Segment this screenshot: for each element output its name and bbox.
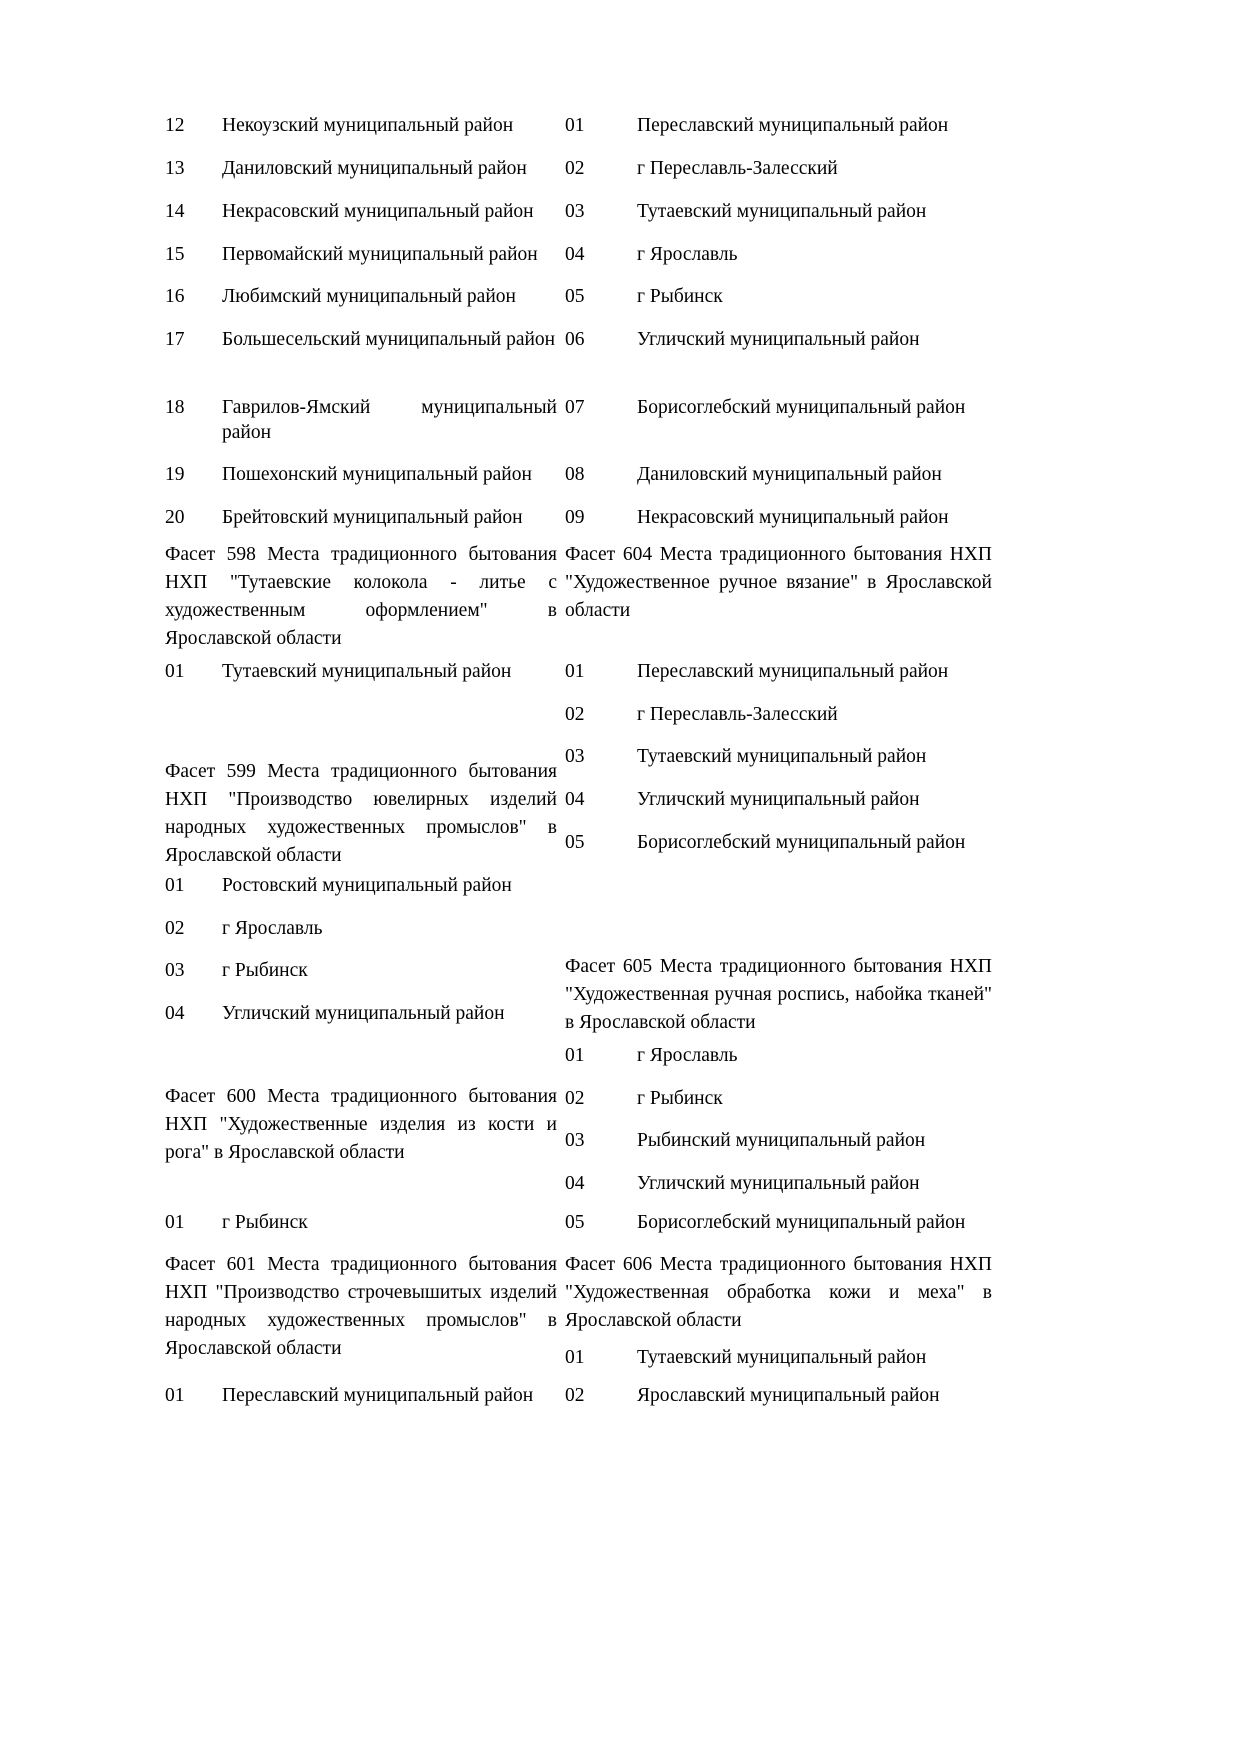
list-item [165,1383,557,1408]
item-code: 04 [565,789,585,810]
item-name: Любимский муниципальный район [222,286,516,307]
item-code: 01 [565,115,585,136]
item-code: 08 [565,464,585,485]
item-name: Тутаевский муниципальный район [637,1347,927,1368]
item-name: г Рыбинск [222,1212,308,1233]
item-name: Даниловский муниципальный район [637,464,942,485]
list-item [165,873,557,898]
item-name: Угличский муниципальный район [637,1173,920,1194]
column-left [165,0,557,1754]
item-code: 01 [165,875,185,896]
list-item [165,958,557,983]
item-name: Рыбинский муниципальный район [637,1130,926,1151]
list-item [165,395,557,445]
item-code: 03 [165,960,185,981]
item-code: 01 [565,1347,585,1368]
item-code: 01 [565,661,585,682]
item-code: 02 [565,1385,585,1406]
item-code: 07 [565,397,585,418]
item-name: Борисоглебский муниципальный район [637,832,966,853]
item-name: г Рыбинск [637,1088,723,1109]
list-item [565,1383,992,1408]
list-item [565,327,992,352]
item-name: Угличский муниципальный район [637,329,920,350]
item-code: 02 [165,918,185,939]
facet-heading: Фасет 606 Места традиционного бытования НХП "Художественная обработка кожи и меха" в Ярославской области [565,1254,992,1331]
item-code: 18 [165,397,185,418]
item-code: 01 [165,1212,185,1233]
item-name: Некоузский муниципальный район [222,115,514,136]
item-name: Некрасовский муниципальный район [222,201,534,222]
list-item [565,199,992,224]
item-name: г Переславль-Залесский [637,158,838,179]
item-code: 05 [565,286,585,307]
list-item [165,505,557,530]
item-name: Первомайский муниципальный район [222,244,538,265]
item-name: Угличский муниципальный район [637,789,920,810]
list-item [165,242,557,267]
item-code: 04 [565,244,585,265]
item-name: Даниловский муниципальный район [222,158,527,179]
item-name: г Ярославль [637,1045,738,1066]
list-item [165,659,557,684]
item-code: 01 [565,1045,585,1066]
facet-heading: Фасет 599 Места традиционного бытования НХП "Производство ювелирных изделий народных художественных промыслов" в Ярославской области [165,761,557,866]
item-name: г Рыбинск [637,286,723,307]
list-item [165,113,557,138]
item-name: Борисоглебский муниципальный район [637,1212,966,1233]
list-item [165,284,557,309]
item-name: Некрасовский муниципальный район [637,507,949,528]
item-code: 12 [165,115,185,136]
item-name: Ростовский муниципальный район [222,875,512,896]
item-code: 04 [565,1173,585,1194]
item-code: 16 [165,286,185,307]
list-item [565,242,992,267]
list-item [565,1086,992,1111]
item-name: Переславский муниципальный район [637,661,949,682]
list-item [565,1128,992,1153]
item-code: 05 [565,1212,585,1233]
list-item [565,1345,992,1370]
item-code: 03 [565,746,585,767]
item-code: 20 [165,507,185,528]
item-code: 06 [565,329,585,350]
item-name: Тутаевский муниципальный район [222,661,512,682]
item-code: 14 [165,201,185,222]
facet-heading: Фасет 604 Места традиционного бытования НХП "Художественное ручное вязание" в Ярославской области [565,544,992,621]
list-item [165,916,557,941]
list-item [565,395,992,420]
list-item [565,1043,992,1068]
item-name: Большесельский муниципальный район [222,329,556,350]
list-item [165,1210,557,1235]
item-code: 13 [165,158,185,179]
item-code: 02 [565,704,585,725]
item-name: Переславский муниципальный район [222,1385,534,1406]
list-item [565,787,992,812]
list-item [165,462,557,487]
list-item [565,659,992,684]
item-code: 04 [165,1003,185,1024]
list-item [165,156,557,181]
facet-heading: Фасет 605 Места традиционного бытования НХП "Художественная ручная роспись, набойка тканей" в Ярославской области [565,956,992,1033]
list-item [165,327,557,352]
item-code: 03 [565,201,585,222]
item-name: Борисоглебский муниципальный район [637,397,966,418]
item-name: Переславский муниципальный район [637,115,949,136]
facet-heading: Фасет 600 Места традиционного бытования НХП "Художественные изделия из кости и рога" в Ярославской области [165,1086,557,1163]
item-name: г Переславль-Залесский [637,704,838,725]
item-code: 03 [565,1130,585,1151]
item-code: 09 [565,507,585,528]
list-item [565,1210,992,1235]
list-item [565,702,992,727]
column-right [565,0,992,1754]
item-name: Угличский муниципальный район [222,1003,505,1024]
item-code: 02 [565,1088,585,1109]
item-name: Брейтовский муниципальный район [222,507,523,528]
item-code: 01 [165,1385,185,1406]
list-item [565,1171,992,1196]
list-item [565,284,992,309]
item-code: 05 [565,832,585,853]
item-code: 19 [165,464,185,485]
item-name: Гаврилов-Ямский муниципальный район [222,397,557,443]
item-name: г Рыбинск [222,960,308,981]
item-code: 17 [165,329,185,350]
item-code: 02 [565,158,585,179]
list-item [565,830,992,855]
list-item [565,462,992,487]
list-item [565,744,992,769]
item-name: г Ярославль [222,918,323,939]
list-item [565,113,992,138]
list-item [165,199,557,224]
item-name: Пошехонский муниципальный район [222,464,532,485]
item-code: 01 [165,661,185,682]
list-item [565,505,992,530]
item-name: Тутаевский муниципальный район [637,746,927,767]
list-item [565,156,992,181]
item-code: 15 [165,244,185,265]
facet-heading: Фасет 598 Места традиционного бытования НХП "Тутаевские колокола - литье с художественным оформлением" в Ярославской области [165,544,557,649]
item-name: Ярославский муниципальный район [637,1385,940,1406]
item-name: Тутаевский муниципальный район [637,201,927,222]
list-item [165,1001,557,1026]
item-name: г Ярославль [637,244,738,265]
facet-heading: Фасет 601 Места традиционного бытования НХП "Производство строчевышитых изделий народных художественных промыслов" в Ярославской области [165,1254,557,1359]
